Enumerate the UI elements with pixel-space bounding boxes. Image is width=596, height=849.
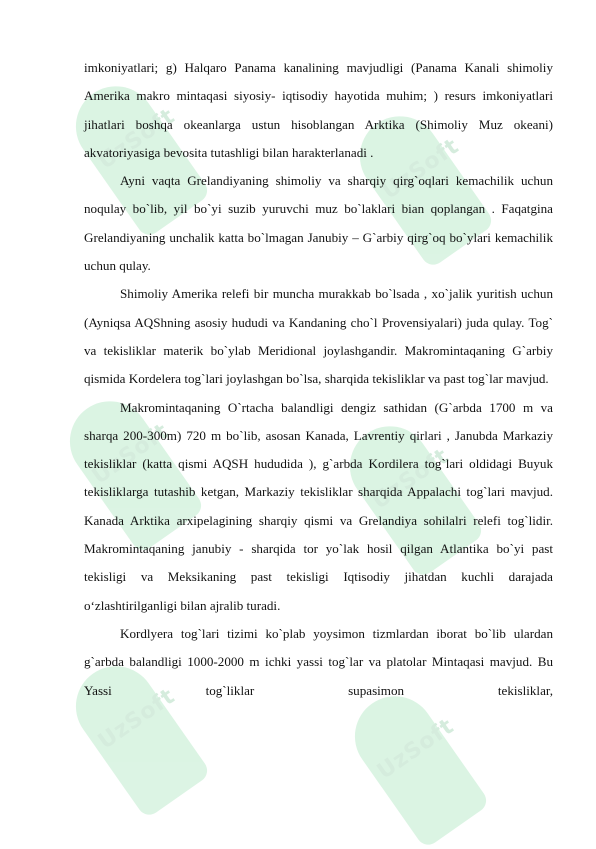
watermark-logo: UzSoft [334,411,486,580]
watermark-logo: UzSoft [60,651,212,820]
paragraph: Kordlyera tog`lari tizimi ko`plab yoysimon tizmlardan iborat bo`lib ulardan g`arbda balandligi 1000-2000 m ichki yassi tog`lar va platolar Mintaqasi mavjud. Bu Yassi tog`liklar supasimon tekisliklar, [84,625,553,698]
paragraph: Makromintaqaning O`rtacha balandligi dengiz sathidan (G`arbda 1700 m va sharqa 200-300m) 720 m bo`lib, asosan Kanada, Lavrentiy qirlari , Janubda Markaziy tekisliklar (katta qismi AQSH hududida ), g`arbda Kordilera tog`lari oldidagi Buyuk tekisliklarga tutashib ketgan, Markaziy tekisliklar sharqida Appalachi tog`lari mavjud. Kanada Arktika arxipelagining sharqiy qismi va Grelandiya sohilalri relefi tog`lidir. Makromintaqaning janubiy - sharqida tor yo`lak hosil qilgan Atlantika bo`yi past tekisligi va Meksikaning past tekisligi Iqtisodiy jihatdan kuchli darajada o‘zlashtirilganligi bilan ajralib turadi. [84,399,553,613]
watermark-logo: UzSoft [344,101,496,270]
document-body [84,54,553,705]
watermark-logo: UzSoft [60,71,212,240]
paragraph: imkoniyatlari; g) Halqaro Panama kanalining mavjudligi (Panama Kanali shimoliy Amerika makro mintaqasi siyosiy- iqtisodiy hayotida muhim; ) resurs imkoniyatlari jihatlari boshqa okeanlarga ustun hisoblangan Arktika (Shimoliy Muz okeani) akvatoriyasiga bevosita tutashligi bilan harakterlanadi . [84,60,553,160]
watermark-logo: UzSoft [54,386,206,555]
paragraph: Shimoliy Amerika relefi bir muncha murakkab bo`lsada , xo`jalik yuritish uchun (Ayniqsa AQShning asosiy hududi va Kandaning cho`l Provensiyalari) juda qulay. Tog` va tekisliklar materik bo`ylab Meridional joylashgandir. Makromintaqaning G`arbiy qismida Kordelera tog`lari joylashgan bo`lsa, sharqida tekisliklar va past tog`lar mavjud. [84,286,553,387]
paragraph: Ayni vaqta Grelandiyaning shimoliy va sharqiy qirg`oqlari kemachilik uchun noqulay bo`lib, yil bo`yi suzib yuruvchi muz bo`laklari bian qoplangan . Faqatgina Grelandiyaning unchalik katta bo`lmagan Janubiy – G`arbiy qirg`oq bo`ylari kemachilik uchun qulay. [84,173,553,274]
watermark-logo: UzSoft [339,681,491,849]
